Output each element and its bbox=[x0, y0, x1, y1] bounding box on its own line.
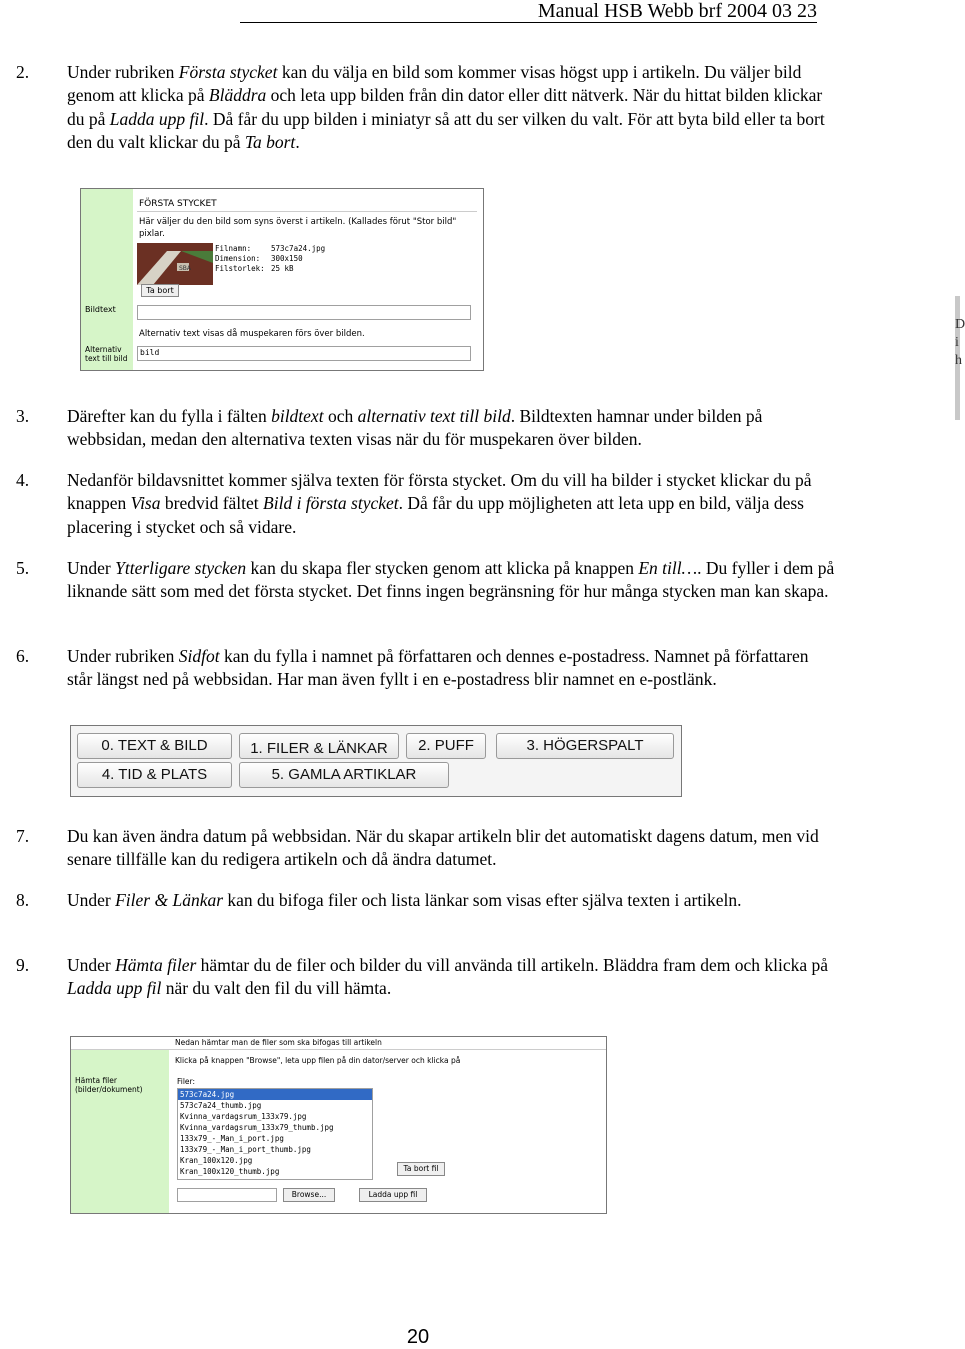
file-info bbox=[215, 244, 325, 274]
emphasis-term: Ytterligare stycken bbox=[115, 558, 247, 578]
caption-label: Bildtext bbox=[85, 305, 116, 314]
section-heading-rule bbox=[137, 211, 477, 212]
file-name-value: 573c7a24.jpg bbox=[271, 244, 326, 253]
list-item-6 bbox=[16, 645, 836, 692]
item-number: 5. bbox=[16, 558, 30, 578]
emphasis-term: Sidfot bbox=[178, 646, 220, 666]
section-heading: FÖRSTA STYCKET bbox=[139, 199, 217, 209]
item-text bbox=[67, 825, 836, 872]
text-run: och leta upp bilden från din dator eller ditt nätverk. När du hittat bilden klickar du på bbox=[67, 85, 823, 129]
text-run: . Bildtexten hamnar under bilden på webbsidan, medan den alternativa texten visas när du för muspekaren över bilden. bbox=[67, 406, 763, 450]
list-item-4 bbox=[16, 469, 836, 539]
text-run: kan du skapa fler stycken genom att klicka på knappen bbox=[246, 558, 639, 578]
emphasis-term: En till… bbox=[638, 558, 698, 578]
list-item-7 bbox=[16, 825, 836, 872]
item-text bbox=[67, 557, 836, 604]
file-list-item[interactable]: Kran_100x120_thumb.jpg bbox=[180, 1167, 280, 1176]
tab-files-and-links[interactable]: 1. FILER & LÄNKAR bbox=[239, 733, 399, 759]
item-text bbox=[67, 954, 836, 1001]
file-list-item[interactable]: 133x79_-_Man_i_port.jpg bbox=[180, 1134, 284, 1143]
files-list bbox=[178, 1089, 372, 1177]
text-run: Under bbox=[67, 558, 116, 578]
text-run: . Då får du upp bilden i miniatyr så att du ser vilken du valt. För att byta bild eller ta bort den du valt klickar du på bbox=[67, 108, 825, 152]
filesize-value: 25 kB bbox=[271, 264, 294, 273]
emphasis-term: Ladda upp fil bbox=[109, 108, 205, 129]
browse-button[interactable]: Browse... bbox=[283, 1188, 335, 1202]
tab-time-and-place[interactable]: 4. TID & PLATS bbox=[77, 762, 232, 788]
emphasis-term: Ta bort bbox=[244, 131, 296, 152]
list-item-9 bbox=[16, 954, 836, 1001]
text-run: kan du bifoga filer och lista länkar som visas efter själva texten i artikeln. bbox=[223, 890, 742, 910]
tab-old-articles[interactable]: 5. GAMLA ARTIKLAR bbox=[239, 762, 449, 788]
tab-text-and-image[interactable]: 0. TEXT & BILD bbox=[77, 733, 232, 759]
screenshot-tab-buttons bbox=[70, 725, 682, 797]
tab-right-column[interactable]: 3. HÖGERSPALT bbox=[496, 733, 674, 759]
text-run: och bbox=[323, 406, 358, 426]
upload-file-button[interactable]: Ladda upp fil bbox=[359, 1188, 427, 1202]
alt-text-input[interactable] bbox=[137, 346, 471, 361]
emphasis-term: Filer & Länkar bbox=[115, 890, 224, 910]
item-number: 7. bbox=[16, 826, 30, 846]
page-header bbox=[240, 0, 817, 23]
file-list-item[interactable]: 133x79_-_Man_i_port_thumb.jpg bbox=[180, 1145, 311, 1154]
emphasis-term: Bläddra bbox=[208, 85, 267, 106]
emphasis-term: Första stycket bbox=[178, 62, 278, 82]
item-number: 9. bbox=[16, 955, 30, 975]
top-note: Nedan hämtar man de filer som ska bifogas till artikeln bbox=[175, 1038, 382, 1047]
item-text bbox=[67, 645, 836, 692]
text-run: Därefter kan du fylla i fälten bbox=[67, 406, 272, 426]
emphasis-term: Hämta filer bbox=[115, 955, 197, 975]
side-marker-text: D i h bbox=[955, 317, 965, 368]
item-number: 3. bbox=[16, 406, 30, 426]
intro-text: Här väljer du den bild som syns överst i artikeln. (Kallades förut "Stor bild" pixlar. bbox=[139, 217, 457, 239]
document-title: Manual HSB Webb brf 2004 03 23 bbox=[537, 0, 817, 22]
file-list-item[interactable]: Kvinna_vardagsrum_133x79.jpg bbox=[180, 1112, 307, 1121]
file-list-item[interactable]: Kvinna_vardagsrum_133x79_thumb.jpg bbox=[180, 1123, 334, 1132]
item-text bbox=[67, 61, 836, 154]
item-text bbox=[67, 889, 836, 912]
screenshot-fetch-files bbox=[70, 1036, 607, 1214]
text-run: Under bbox=[67, 955, 116, 975]
remove-image-button[interactable]: Ta bort bbox=[141, 284, 179, 297]
screenshot-sidebar bbox=[81, 189, 133, 370]
top-note-bar bbox=[71, 1037, 606, 1050]
list-item-2 bbox=[16, 61, 836, 154]
page-number: 20 bbox=[406, 1326, 430, 1348]
text-run: Under rubriken bbox=[67, 62, 179, 82]
item-number: 8. bbox=[16, 890, 30, 910]
file-list-item[interactable]: Kran_100x120.jpg bbox=[180, 1156, 253, 1165]
dimension-label: Dimension: bbox=[215, 254, 261, 263]
text-run: . bbox=[295, 131, 300, 152]
text-run: bredvid fältet bbox=[160, 493, 264, 514]
list-item-5 bbox=[16, 557, 836, 604]
filesize-label: Filstorlek: bbox=[215, 264, 265, 273]
emphasis-term: Ladda upp fil bbox=[67, 978, 162, 999]
emphasis-term: Visa bbox=[130, 493, 161, 514]
text-run: Du kan även ändra datum på webbsidan. När du skapar artikeln blir det automatiskt dagens datum, men vid senare tillfälle kan du redigera artikeln och då ändra datumet. bbox=[67, 826, 819, 870]
fetch-files-label: Hämta filer (bilder/dokument) bbox=[75, 1076, 143, 1094]
text-run: Under bbox=[67, 890, 116, 910]
file-list-item[interactable]: 573c7a24_thumb.jpg bbox=[180, 1101, 262, 1110]
item-number: 4. bbox=[16, 470, 30, 490]
alt-text-value: bild bbox=[140, 348, 160, 357]
emphasis-term: Bild i första stycket bbox=[263, 493, 399, 514]
file-path-input[interactable] bbox=[177, 1188, 277, 1202]
files-label: Filer: bbox=[177, 1077, 196, 1086]
caption-input[interactable] bbox=[137, 305, 471, 320]
remove-file-button[interactable]: Ta bort fil bbox=[397, 1162, 445, 1176]
file-list-item[interactable]: 573c7a24.jpg bbox=[178, 1089, 372, 1100]
text-run: kan du välja en bild som kommer visas högst upp i artikeln. Du väljer bild genom att klicka på bbox=[67, 62, 802, 106]
text-run: Nedanför bildavsnittet kommer själva texten för första stycket. Om du vill ha bilder i stycket klickar du på knappen bbox=[67, 470, 812, 514]
emphasis-term: bildtext bbox=[271, 406, 324, 426]
text-run: hämtar du de filer och bilder du vill använda till artikeln. Bläddra fram dem och klicka på bbox=[196, 955, 829, 975]
svg-text:SBA: SBA bbox=[179, 265, 192, 272]
item-number: 2. bbox=[16, 62, 30, 82]
text-run: kan du fylla i namnet på författaren och dennes e-postadress. Namnet på författaren står längst ned på webbsidan. Har man även fyllt i en e-postadress blir namnet en e-postlänk. bbox=[67, 646, 809, 690]
item-number: 6. bbox=[16, 646, 30, 666]
text-run: när du valt den fil du vill hämta. bbox=[161, 978, 392, 999]
item-text bbox=[67, 469, 836, 539]
instruction-text: Klicka på knappen "Browse", leta upp filen på din dator/server och klicka på bbox=[175, 1056, 461, 1065]
list-item-3 bbox=[16, 405, 836, 452]
tab-puff[interactable]: 2. PUFF bbox=[406, 733, 486, 759]
screenshot-sidebar bbox=[71, 1050, 169, 1213]
text-run: Under rubriken bbox=[67, 646, 179, 666]
item-text bbox=[67, 405, 836, 452]
files-listbox[interactable] bbox=[177, 1088, 373, 1180]
list-item-8 bbox=[16, 889, 836, 912]
screenshot-first-paragraph bbox=[80, 188, 484, 371]
emphasis-term: alternativ text till bild bbox=[357, 406, 511, 426]
dimension-value: 300x150 bbox=[271, 254, 303, 263]
alt-label: Alternativ text till bild bbox=[85, 345, 128, 363]
image-thumbnail bbox=[137, 243, 213, 285]
side-marker bbox=[955, 296, 965, 420]
text-run: . Då får du upp möjligheten att leta upp en bild, välja dess placering i stycket och så vidare. bbox=[67, 493, 804, 537]
alt-hint-text: Alternativ text visas då muspekaren förs över bilden. bbox=[139, 329, 365, 339]
file-name-label: Filnamn: bbox=[215, 244, 252, 253]
text-run: . Du fyller i dem på liknande sätt som med det första stycket. Det finns ingen begränsning för hur många stycken man kan skapa. bbox=[67, 558, 835, 602]
